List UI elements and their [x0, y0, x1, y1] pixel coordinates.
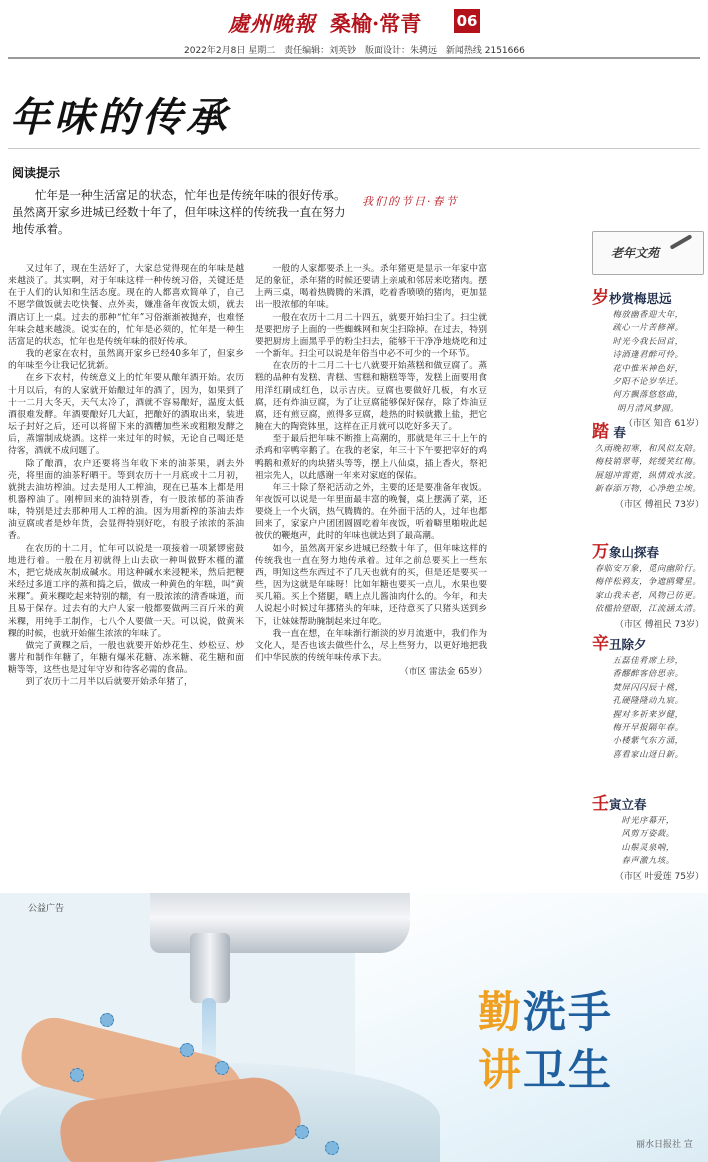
germ-icon: [215, 1061, 229, 1075]
poem-title-initial: 万: [592, 542, 609, 562]
poetry-sidebar: [592, 219, 704, 882]
faucet-spout: [190, 933, 230, 1003]
poem: [592, 629, 704, 761]
paragraph: 做完了黄粿之后，一般也就要开始炒花生、炒松豆、炒薯片和制作年糖了，年糖有爆米花糖、冻米糖、花生糖和面糖等等，这些也是过年守岁和待客必需的食品。: [8, 640, 244, 676]
slogan-accent: 讲: [478, 1046, 523, 1096]
headline-divider: [8, 148, 700, 149]
poem-line: 何方飘落悠悠曲，: [612, 389, 684, 400]
news-hotline: 新闻热线 2151666: [445, 46, 525, 56]
poem-line: 五磊佳肴席上珍，: [612, 655, 684, 665]
poem: [592, 283, 704, 429]
germ-icon: [325, 1141, 339, 1155]
poem-line: 家山我未老，风物已彷更。: [594, 589, 702, 600]
article-column-1: [8, 263, 244, 881]
masthead-divider: [8, 57, 700, 59]
paragraph: 在农历的十二月二十七八就要开始蒸糕和做豆腐了。蒸糕的品种有发糕、青糕、雪糕和糖糕等等，发糕上面要用食用洋红刷成红色，以示吉庆。豆腐也要做好几板，有水豆腐，还有炸油豆腐，为了让豆腐能够保好保存，除了炸油豆腐，还有煎豆腐，煎得多豆腐，趁热的时候就撒上盐，把它腌在大的陶瓷钵里，这样在正月就可以吃好多天了。: [255, 361, 487, 433]
poem-line: 时光今我长回首，: [612, 335, 684, 346]
paragraph: 在乡下农村，传统意义上的忙年要从酿年酒开始。农历十月以后，有的人家就开始酿过年的酒了，因为，如果到了十一二月大冬天，天气太冷了，酒就不容易酿好，温度太低酒很难发酵。年酒要酿好几大缸，把酿好的酒取出来，装进坛子封好之后，还可以将留下来的酒糟加些米或粗粮发酵之后，蒸馏制成烧酒。这样一来过年的时候，无论自己喝还是待客，酒就不成问题了。: [8, 373, 244, 457]
masthead-info: [184, 43, 531, 56]
poem-title-rest: 丑除夕: [609, 637, 647, 652]
poem-author: （市区 知音 61岁）: [623, 419, 704, 430]
poem-line: 梅放幽香迎大年，: [612, 309, 684, 319]
poem-line: 梅伴松鸦友，争遮鸥鹭星。: [594, 576, 702, 587]
ad-tag: 公益广告: [28, 904, 65, 914]
germ-icon: [295, 1125, 309, 1139]
issue-date: 2022年2月8日 星期二: [184, 46, 276, 56]
intro-title: 阅读提示: [12, 166, 61, 180]
poem-line: 小楼紫气东方涌，: [612, 735, 684, 746]
paper-name: 處州晚報: [228, 11, 316, 36]
poem-title: [592, 789, 704, 814]
germ-icon: [70, 1068, 84, 1082]
poem-line: 花中惟米神色好，: [612, 362, 684, 373]
paragraph: 我一直在想，在年味渐行渐淡的岁月流逝中，我们作为文化人，是否也该去做些什么，尽上些努力，以更好地把我们中华民族的传统年味传承下去。: [255, 628, 487, 663]
paragraph: 年三十除了祭祀活动之外，主要的还是要准备年夜饭。年夜饭可以说是一年里面最丰富的晚餐，桌上摆满了菜，还要烧上一个火锅，热气腾腾的。在外面干活的人，过年也都回来了，家家户户团团圆圆吃着年夜饭，听着噼里啪啦此起彼伏的鞭炮声，此时的年味也就达到了最高潮。: [255, 482, 487, 542]
paragraph: 又过年了，现在生活好了，大家总觉得现在的年味是越来越淡了。其实啊，对于年味这样一种传统习俗，关键还是在于人们的认知和生活态度。现在的人都喜欢简单了，自己不愿学做饭就去吃快餐、点外卖，嫌准备年夜饭太烦，就去酒店订上一桌。过去的那种“忙年”习俗渐渐被抛弃，也难怪年味会越来越淡。说实在的，忙年是必须的，忙年是一种生活富足的状态，忙年也是传统年味的很好传承。: [8, 264, 244, 347]
poem-line: 梅开早报隔年春。: [612, 722, 684, 733]
poem-line: 握对多祈来岁健，: [612, 708, 684, 719]
poem-title-rest: 寅立春: [609, 797, 647, 812]
paragraph: 一般在农历十二月二十四五，就要开始扫尘了。扫尘就是要把房子上面的一些蜘蛛网和灰尘扫除掉。在过去，特别要把厨房上面黑乎乎的粉尘扫去，能够干干净净地烧吃和过一个新年。扫尘可以说是年俗当中必不可少的一个环节。: [255, 312, 487, 360]
poem-line: 香醪醉客倍思亲。: [612, 668, 684, 679]
masthead: [0, 0, 708, 60]
poem-line: 焚屏闪闪辰十桃，: [612, 681, 684, 692]
brush-icon: [670, 234, 693, 249]
poem-line: 风剪万姿裁。: [621, 828, 675, 839]
poem: [592, 417, 704, 510]
poem-title-rest: 杪赏梅思远: [609, 291, 672, 306]
poem-line: 梅枝销翠萼，姹缓笑红梅。: [594, 456, 702, 467]
article-column-2: [255, 263, 487, 881]
paragraph: 我的老家在农村，虽然离开家乡已经40多年了，但家乡的年味至今让我记忆犹新。: [8, 349, 244, 372]
poem-author: （市区 傅祖民 73岁）: [614, 619, 704, 630]
germ-icon: [180, 1043, 194, 1057]
germ-icon: [100, 1013, 114, 1027]
section-name: 桑榆·常青: [330, 11, 422, 36]
poem-line: 山鬃灵泉响，: [621, 841, 675, 852]
paragraph: 除了酿酒，农户还要将当年收下来的油茶果，剥去外壳，将里面的油茶籽晒干。等到农历十一月底或十二月初，就挑去油坊榨油。过去是用人工榨油，现在已基本上都是用机器榨油了。刚榨回来的油特别香，有一股浓郁的茶油香味，特别是过去那种用人工榨的油。因为用新榨的茶油去炸油豆腐或者是炒年货，会显得特别好吃，有股子浓浓的茶油香。: [8, 458, 244, 542]
poem-title: [592, 283, 704, 308]
poem: [592, 537, 704, 630]
poem-title-initial: 岁: [592, 288, 609, 308]
ad-slogan-line-2: [478, 1037, 613, 1098]
article-headline: 年味的传承: [10, 94, 230, 141]
slogan-accent: 勤: [478, 988, 523, 1038]
intro-text: 忙年是一种生活富足的状态，忙年也是传统年味的很好传承。虽然离开家乡进城已经数十年了，但年味这样的传统我一直在努力地传承着。: [12, 188, 346, 236]
author-signature: （市区 雷法金 65岁）: [399, 667, 487, 678]
poem-line: 时光序幕开，: [621, 815, 675, 825]
paragraph: 如今，虽然离开家乡进城已经数十年了，但年味这样的传统我也一直在努力地传承着。过年之前总要买上一些东西，明知这些东西过不了几天也就有的买，但是还是要买一些，因为这就是年味呀！比如年糖也要买一点儿，水果也要买几箱。买上个猪腿，晒上点儿酱油肉什么的。今年，和夫人说起小时候过年挪猪头的年味，还待意买了只猪头送到乡下，让妹妹帮助腌制起来过年吃。: [255, 543, 487, 627]
poem-line: 明月清风梦圆。: [616, 402, 680, 413]
poem-line: 久雨晚初寒，和风似友陪。: [594, 443, 702, 453]
poem-title-initial: 壬: [592, 794, 609, 814]
poem-title: [592, 537, 704, 562]
sidebar-header-label: 老年文苑: [611, 246, 660, 260]
poem-line: 孔硬隆隆动九宸。: [612, 695, 684, 706]
poem-line: 春临安万象，觅向幽阶行。: [594, 563, 702, 573]
poem-author: （市区 叶爱莲 75岁）: [614, 871, 704, 882]
poem-line: 春声激九垓。: [621, 855, 675, 866]
festival-tag: 我们的节日·春节: [362, 195, 459, 208]
poem-line: 诗酒逢君醉可怜。: [612, 349, 684, 360]
designer-credit: 版面设计：朱骋远: [364, 46, 437, 56]
poem-title-initial: 踏: [592, 422, 609, 442]
ad-slogan-line-1: [478, 979, 613, 1040]
poem-title-rest: 象山探春: [609, 545, 660, 560]
poem-line: 依槛拾望眼，江流涵太清。: [594, 603, 702, 614]
ad-credit: 丽水日报社 宣: [636, 1140, 693, 1150]
poem-line: 展翅冲霄霓，纵情戏水波。: [594, 469, 702, 480]
poem-line: 喜看家山迓日新。: [612, 748, 684, 759]
paragraph: 至于最后把年味不断推上高潮的，那就是年三十上午的杀鸡和宰鸭宰鹅了。在我的老家，年三十下午要把宰好的鸡鸭鹅和煮好的肉块猪头等等，摆上八仙桌，插上香火，祭祀祖宗先人，以此感谢一年来对家庭的保佑。: [255, 434, 487, 481]
poem-line: 疏心一片苦修禅。: [612, 322, 684, 333]
public-service-ad: [0, 893, 708, 1162]
faucet-illustration: [150, 893, 410, 953]
poem-line: 夕阳不论岁华迁。: [612, 376, 684, 387]
sidebar-header: [592, 231, 704, 275]
poem-title: [592, 417, 704, 442]
poem-title-rest: 春: [609, 425, 626, 440]
paragraph: 到了农历十二月半以后就要开始杀年猪了，: [25, 677, 193, 688]
paragraph: 一般的人家都要杀上一头。杀年猪更是显示一年家中富足的象征，杀年猪的时候还要请上亲戚和邻居来吃猪肉。摆上两三桌，喝着热腾腾的米酒，吃着香喷喷的猪肉，更加显出一股浓郁的年味。: [255, 264, 487, 311]
slogan-text: 洗手: [523, 988, 613, 1038]
slogan-text: 卫生: [523, 1046, 613, 1096]
poem-title-initial: 辛: [592, 634, 609, 654]
editor-credit: 责任编辑：刘英钞: [284, 46, 357, 56]
poem-line: 新春添万物，心净绝尘埃。: [594, 483, 702, 494]
poem-author: （市区 傅祖民 73岁）: [614, 499, 704, 510]
paragraph: 在农历的十二月，忙年可以说是一项接着一项紧锣密鼓地进行着。一般在月初就得上山去砍一种叫做野木槿的灌木，把它烧成灰制成碱水。用这种碱水来浸粳米，然后把粳米经过多道工序的蒸和捣之后，做成一种黄色的年糕，叫“黄米粿”。黄米粿吃起来特别的糯，有一股浓浓的清香味道，而且易于保存。过去有的大户人家一般都要做两三百斤米的黄米粿，用纯手工制作，七八个人要做一天。可以说，做黄米粿的时候，也就开始催生浓浓的年味了。: [8, 543, 244, 639]
page-number-badge: 06: [454, 9, 480, 33]
poem-title: [592, 629, 704, 654]
poem: [592, 789, 704, 882]
